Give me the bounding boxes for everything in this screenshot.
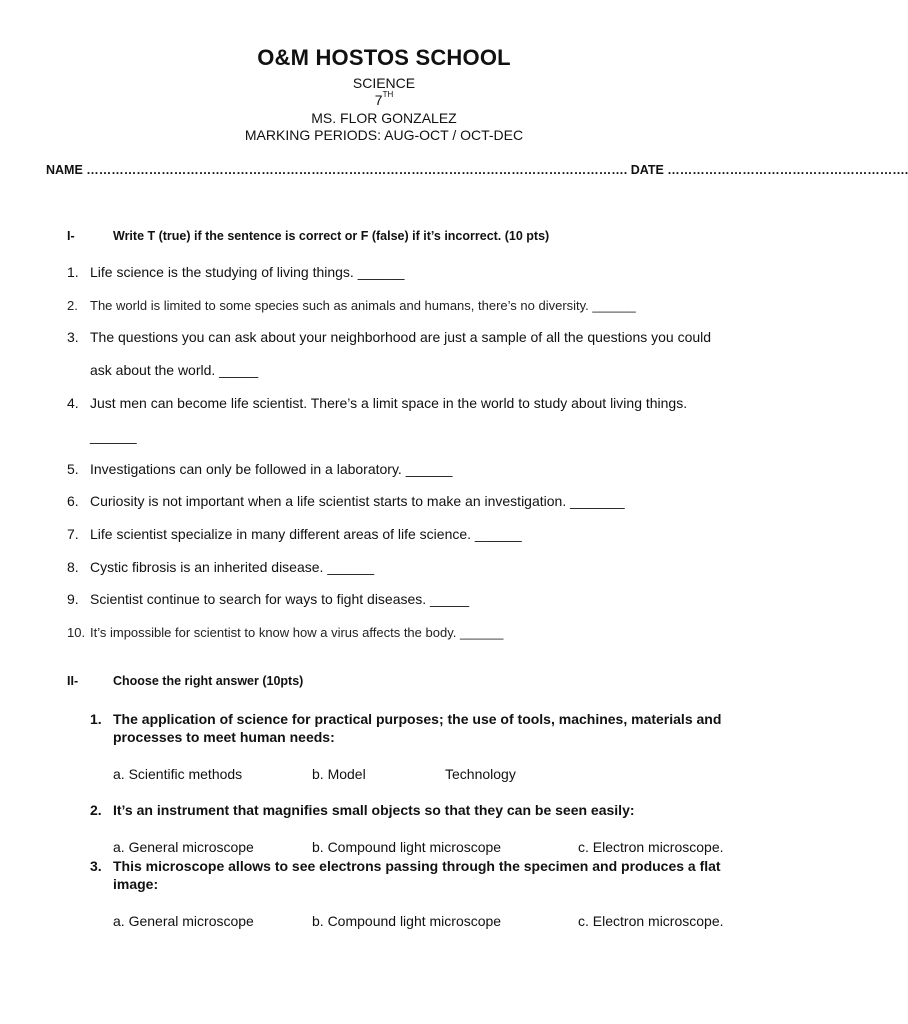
item-number: 10. [67,625,86,640]
q3-option-a: a. General microscope [113,913,254,929]
tf-item-4 [67,395,687,411]
grade-label [0,92,768,108]
item-number: 7. [67,526,79,542]
item-number: 4. [67,395,79,411]
subject-label: SCIENCE [352,75,416,91]
q2-option-c: c. Electron microscope. [578,839,724,855]
item-number: 8. [67,559,79,575]
q3-option-c: c. Electron microscope. [578,913,724,929]
question-number: 3. [90,858,102,874]
item-text: The world is limited to some species such as animals and humans, there’s no diversity. ______ [90,298,636,313]
item-number: 3. [67,329,79,345]
item-text: Curiosity is not important when a life scientist starts to make an investigation. _______ [90,493,625,509]
tf-item-10 [67,625,503,640]
q1-option-c: Technology [445,766,516,782]
item-number: 2. [67,298,78,313]
q3-option-b: b. Compound light microscope [312,913,502,929]
item-text: Investigations can only be followed in a laboratory. ______ [90,461,453,477]
item-text: It’s impossible for scientist to know how a virus affects the body. ______ [90,625,504,640]
item-number: 1. [67,264,79,280]
question-number: 2. [90,802,102,818]
teacher-label: MS. FLOR GONZALEZ [311,110,457,126]
tf-item-3-continuation: ask about the world. _____ [90,362,259,378]
section-1-number: I- [67,229,75,243]
question-text: It’s an instrument that magnifies small objects so that they can be seen easily: [113,802,635,818]
tf-item-4-continuation: ______ [90,428,137,444]
item-text: The questions you can ask about your neighborhood are just a sample of all the questions you could [90,329,712,345]
grade-superscript: TH [382,90,394,100]
q2-option-a: a. General microscope [113,839,254,855]
tf-item-5 [67,461,452,477]
question-text: The application of science for practical purposes; the use of tools, machines, materials and processes to meet human needs: [113,711,722,745]
item-number: 9. [67,591,79,607]
section-1-instruction: Write T (true) if the sentence is correct or F (false) if it’s incorrect. (10 pts) [113,229,550,243]
q1-option-a: a. Scientific methods [113,766,243,782]
tf-item-6 [67,493,625,509]
tf-item-1 [67,264,404,280]
grade-number: 7 [374,92,383,108]
item-text: Life scientist specialize in many different areas of life science. ______ [90,526,522,542]
item-text: Life science is the studying of living things. ______ [90,264,405,280]
item-text: Just men can become life scientist. There’s a limit space in the world to study about living things. [90,395,688,411]
tf-item-9 [67,591,469,607]
q2-option-b: b. Compound light microscope [312,839,502,855]
marking-periods: MARKING PERIODS: AUG-OCT / OCT-DEC [244,127,524,143]
tf-item-3 [67,329,711,345]
item-number: 6. [67,493,79,509]
q1-option-b: b. Model [312,766,366,782]
mc-question-2 [90,801,730,819]
school-title: O&M HOSTOS SCHOOL [257,45,511,70]
name-date-line: NAME …………………………………………………………………………………………………………………. DATE …………………………………………………. [46,163,908,177]
section-2-number: II- [67,674,79,688]
tf-item-7 [67,526,522,542]
section-2-instruction: Choose the right answer (10pts) [113,674,304,688]
item-text: Scientist continue to search for ways to fight diseases. _____ [90,591,469,607]
mc-question-1 [90,710,730,746]
question-number: 1. [90,711,102,727]
question-text: This microscope allows to see electrons passing through the specimen and produces a flat image: [113,858,721,892]
item-number: 5. [67,461,79,477]
mc-question-3 [90,857,730,893]
tf-item-8 [67,559,374,575]
tf-item-2 [67,298,636,313]
item-text: Cystic fibrosis is an inherited disease. ______ [90,559,375,575]
